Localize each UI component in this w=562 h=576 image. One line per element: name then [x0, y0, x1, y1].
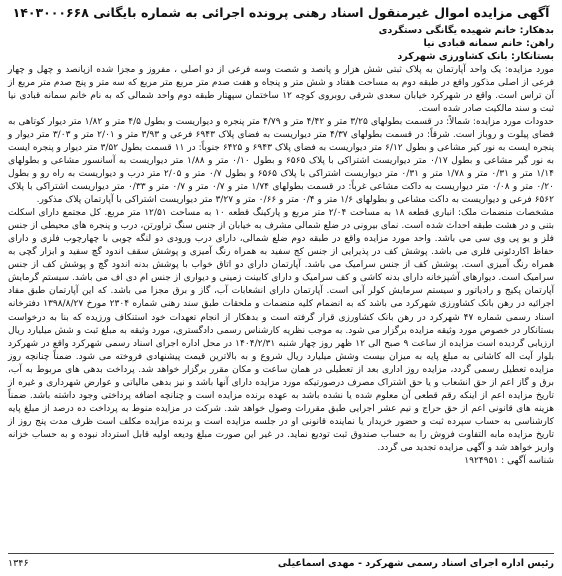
creditor-line: بستانکار: بانک کشاورزی شهرکرد	[397, 51, 554, 63]
mortgagor-line: راهن: خانم سمانه قبادی نیا	[423, 38, 554, 50]
notice-id: شناسه آگهی : ۱۹۲۴۹۵۱	[464, 456, 554, 467]
debtor-line: بدهکار: خانم شهیده یگانگی دستگردی	[378, 25, 554, 36]
boundaries-paragraph: حدودات مورد مزایده: شمالاً: در قسمت بطولهای ۳/۲۵ متر و ۴/۴۲ متر و ۴/۷۹ متر پنجره و دیواریست و بطول ۴/۵ متر و ۱/۸۲ متر دیوار کوتاهی به فضای پیلوت و روباز است. شرقاً: در قسمت بطولهای ۴/۳۷ متر دیواریست به فضای پلاک ۶۹۴۳ فرعی و ۳/۹۳ متر و ۲/۰۱ متر و ۳/۰۳ متر دیوار و پنجره ایست به نور کیر مشاعی و بطول ۶/۱۲ متر دیواریست به فضای پلاک ۶۹۴۳ و ۶۴۲۵ جنوباً: در ۱۱ قسمت بطول ۳/۵۲ متر دیوار و پنجره ایست به نور گیر مشاعی و بطول ۰/۱۷ متر دیواریست اشتراکی با پلاک ۶۵۶۵ و بطول ۰/۱۰ متر و ۱/۸۸ متر دیواریست به آسانسور مشاعی و بطولهای ۱/۱۴ متر و ۰/۳۱ متر و ۱/۷۸ متر و ۰/۳۱ متر دیواریست اشتراکی با پلاک ۶۵۶۵ و بطول ۰/۷ متر و ۲/۰۵ متر درب و دیواریست به راه رو و بطول ۰/۲۰ متر و ۰/۰۸ متر دیواریست به داکت مشاعی غرباً: در قسمت بطولهای ۱/۷۴ متر و ۰/۷ متر و ۰/۷ متر و ۰/۳۳ متر دیواریست اشتراکی با پلاک ۶۵۶۲ فرعی و دیواریست به داکت مشاعی و بطولهای ۱/۶ متر و ۰/۴ متر و ۰/۶۶ متر و ۳/۲۷ متر دیواریست اشتراکی با آپارتمان پلاک مذکور.	[8, 116, 555, 206]
page-number: ۱۳۴۶	[8, 558, 29, 569]
auction-subject-paragraph: مورد مزایده: یک واحد آپارتمان به پلاک ثبتی شش هزار و پانصد و شصت وسه فرعی از دو اصلی ، مفروز و مجزا شده ازپانصد و چهل و چهار فرعی از اصلی مذکور واقع در طبقه دوم به مساحت هفتاد و شش متر و پنجاه و هفت صدم متر مربع متر مربع که سه متر و پنج صدم متر مربع از آن تراس است. واقع در شهرکرد خیابان سعدی شرقی روبروی کوچه ۱۲ ساختمان سپهتار طبقه دوم واحد شمالی که به نام خانم سمانه قبادی نیا ثبت و سند مالکیت صادر شده است.	[8, 64, 554, 114]
signature-line: رئیس اداره اجرای اسناد رسمی شهرکرد - مهدی اسماعیلی	[277, 558, 554, 569]
notice-title: آگهی مزایده اموال غیرمنقول اسناد رهنی پرونده اجرائی به شماره بایگانی ۱۴۰۳۰۰۰۶۶۸	[12, 5, 550, 20]
notice-footer	[8, 553, 554, 570]
specifications-paragraph: مشخصات منضمات ملک: انباری قطعه ۱۸ به مساحت ۲/۰۴ متر مربع و پارکینگ قطعه ۱۰ به مساحت ۱۲/۵۱ متر مربع. کل مجتمع دارای اسکلت بتنی و در هشت طبقه احداث شده است. نمای بیرونی در ضلع شمالی مشرف به خیابان از جنس سنگ تراورتن، درب و پنجره های محیطی از جنس فلز و یو پی وی سی می باشد. واحد مورد مزایده واقع در طبقه دوم ضلع شمالی، دارای درب ورودی دو لنگه چوبی با چهارچوب فلزی و دارای حفاظ اکاردئونی فلزی می باشد. پوشش کف در پذیرایی از جنس کج سفید به همراه رنگ آمیزی و پوشش سقف اندود گچ سفید و ابزار گچی به همراه رنگ آمیزی است. پوشش کف از جنس سرامیک می باشد. آپارتمان دارای دو اتاق خواب با پوشش بدنه اندود گچ و پوشش کف از جنس سرامیک است. دیوارهای آشپزخانه دارای بدنه کاشی و کف سرامیک و دارای کابینت زمینی و دیواری از جنس ام دی اف می باشد. سیستم گرمایش آپارتمان پکیج و رادیاتور و سیستم سرمایش کولر آبی است. آپارتمان دارای انشعابات آب، گاز و برق مجزا می باشد. که این آپارتمان طبق مفاد اجرائیه در رهن بانک کشاورزی شهرکرد می باشد که به انضمام کلیه منضمات و ملحقات طبق سند رهنی شماره ۲۳۰۴ مورخ ۱۳۹۸/۸/۲۷ دفترخانه اسناد رسمی شماره ۴۷ شهرکرد در رهن بانک کشاورزی قرار گرفته است و بدهکار از انجام تعهدات خود استنکاف ورزیده که بنا به درخواست بستانکار در خصوص مورد وثیقه مزایده برگزار می شود. به موجب نظریه کارشناس رسمی دادگستری، مورد وثیقه به مبلغ ثبت و شش میلیارد ریال ارزیابی گردیده است مزایده از ساعت ۹ صبح الی ۱۲ ظهر روز چهار شنبه ۱۴۰۴/۲/۳۱ در محل اداره اجرای اسناد رسمی شهرکرد واقع در شهرکرد بلوار آیت اله کاشانی به مبلغ پایه به میزان بیست وشش میلیارد ریال شروع و به بالاترین قیمت پیشنهادی فروخته می شود. ضمناً چنانچه روز مزایده تعطیل رسمی گردد، مزایده روز اداری بعد از تعطیلی در همان ساعت و مکان مقرر برگزار خواهد شد. پرداخت بدهی های مربوط به آب، برق و گاز اعم از حق انشعاب و یا حق اشتراک مصرف درصورتیکه مورد مزایده دارای آنها باشد و نیز بدهی مالیاتی و عوارض شهرداری و غیره از تاریخ مزایده اعم از اینکه رقم قطعی آن معلوم شده یا نشده باشد به عهده برنده مزایده است و چنانچه اضافه پرداختی وجود داشته باشد. ضمناً هزینه های قانونی اعم از حق حراج و نیم عشر اجرایی طبق مقررات وصول خواهد شد. شرکت در مزایده منوط به پرداخت ده درصد از مبلغ پایه کارشناسی به حساب سپرده ثبت و حضور خریدار یا نماینده قانونی او در جلسه مزایده است و برنده مزایده مکلف است ظرف مدت پنج روز از تاریخ مزایده مابه التفاوت فروش را به حساب صندوق ثبت تودیع نماید. در غیر این صورت مبلغ ودیعه اولیه قابل استرداد نبوده و به حساب خزانه واریز خواهد شد و آگهی مزایده تجدید می گردد.	[8, 208, 554, 453]
notice-parties	[8, 24, 554, 64]
